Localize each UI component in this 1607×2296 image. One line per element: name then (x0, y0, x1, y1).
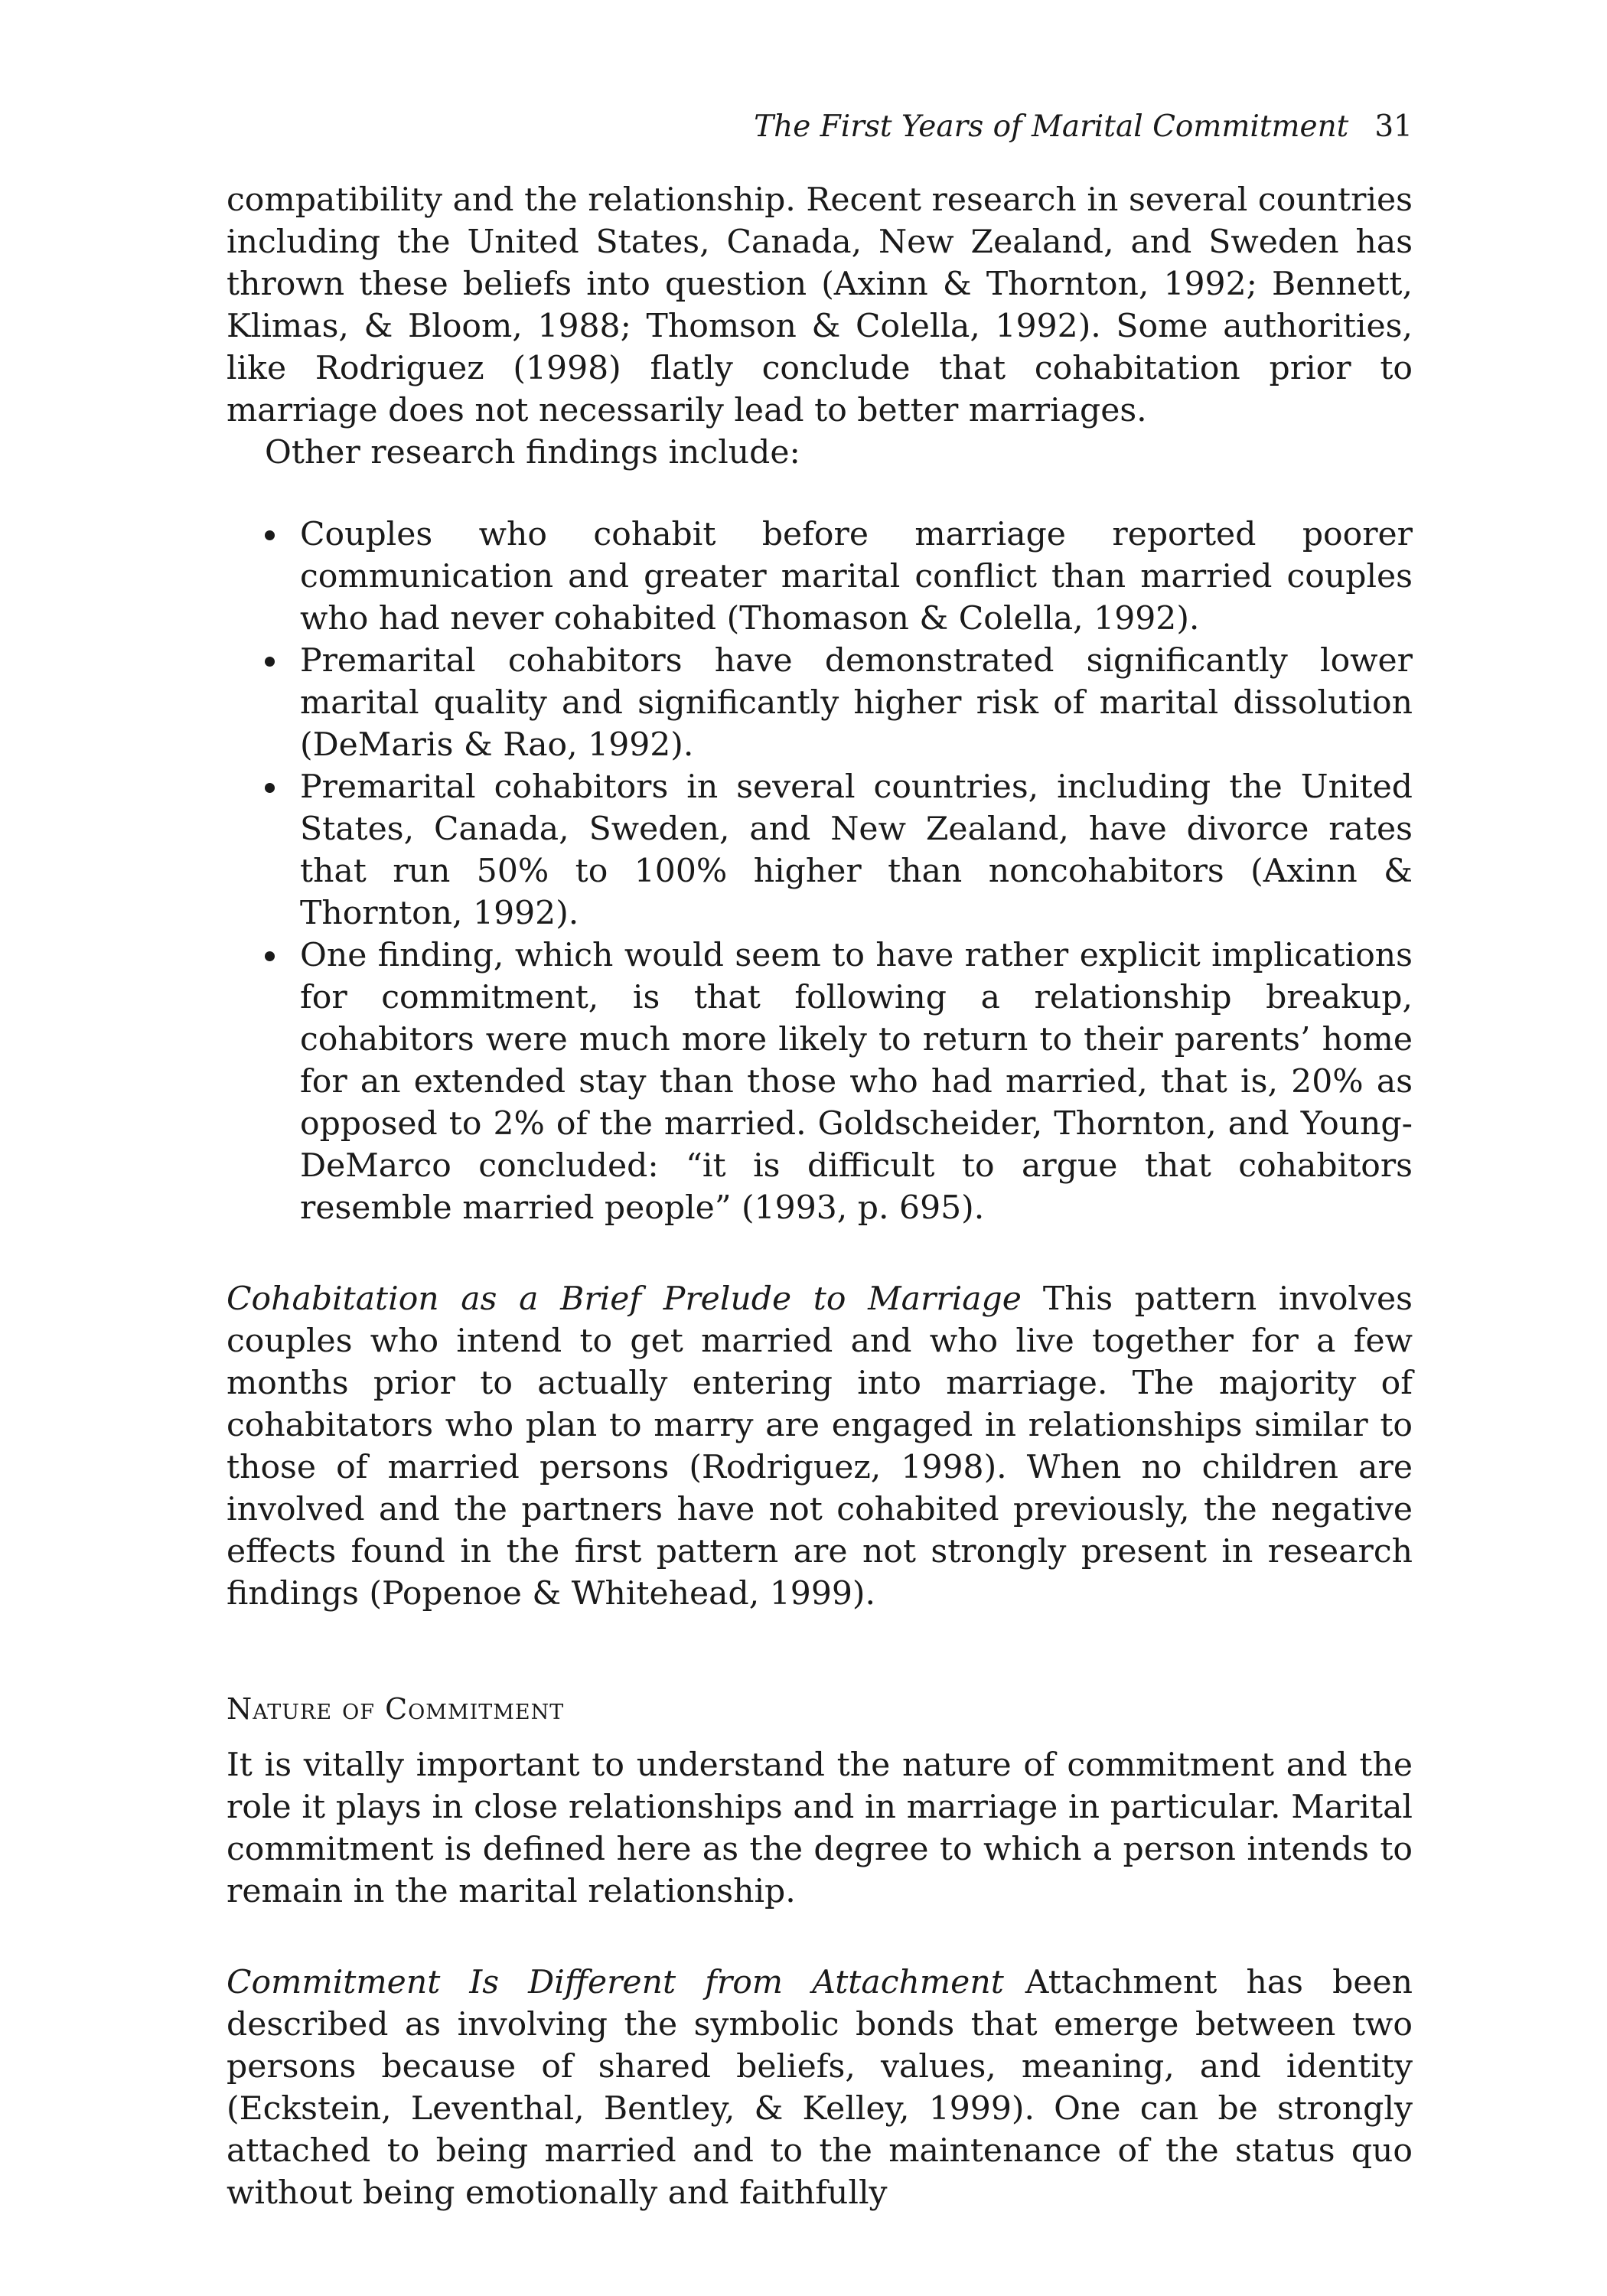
list-item-text: Premarital cohabitors in several countries, including the United States, Canada, Sweden, and New Zealand, have divorce rates that run 50% to 100% higher than noncohabitors (Axinn & Thornton, 1992). (300, 768, 1413, 932)
list-item-text: One finding, which would seem to have rather explicit implications for commitment, is that following a relationship breakup, cohabitors were much more likely to return to their parents’ home for an extended stay than those who had married, that is, 20% as opposed to 2% of the married. Goldscheider, Thornton, and Young-DeMarco concluded: “it is difficult to argue that cohabitors resemble married people” (1993, p. 695). (300, 937, 1413, 1227)
bullet-icon (265, 783, 275, 793)
subhead-attachment: Commitment Is Different from Attachment (227, 1964, 1004, 2001)
subhead-prelude: Cohabitation as a Brief Prelude to Marriage (227, 1280, 1022, 1318)
list-item-text: Couples who cohabit before marriage reported poorer communication and greater marital conflict than married couples who had never cohabited (Thomason & Colella, 1992). (300, 516, 1413, 638)
list-item (300, 514, 1413, 640)
paragraph-prelude (227, 1278, 1413, 1615)
list-item-text: Premarital cohabitors have demonstrated significantly lower marital quality and significantly higher risk of marital dissolution (DeMaris & Rao, 1992). (300, 642, 1413, 764)
list-item (300, 640, 1413, 766)
book-page (227, 0, 1413, 2296)
list-item (300, 766, 1413, 934)
findings-list (227, 514, 1413, 1229)
section-heading-nature: Nature of Commitment (227, 1692, 565, 1726)
bullet-icon (265, 951, 275, 961)
page-number: 31 (1374, 109, 1413, 144)
prelude-text: This pattern involves couples who intend to get married and who live together for a few months prior to actually entering into marriage. The majority of cohabitators who plan to marry are engaged in relationships similar to those of married persons (Rodriguez, 1998). When no children are involved and the partners have not cohabited previously, the negative effects found in the first pattern are not strongly present in research findings (Popenoe & Whitehead, 1999). (227, 1280, 1413, 1613)
running-head-title: The First Years of Marital Commitment (754, 109, 1349, 144)
body-text (227, 179, 1413, 2214)
attachment-text: Attachment has been described as involving the symbolic bonds that emerge between two persons because of shared beliefs, values, meaning, and identity (Eckstein, Leventhal, Bentley, & Kelley, 1999). One can be strongly attached to being married and to the maintenance of the status quo without being emotionally and faithfully (227, 1964, 1413, 2212)
paragraph-nature: It is vitally important to understand the nature of commitment and the role it plays in close relationships and in marriage in particular. Marital commitment is defined here as the degree to which a person intends to remain in the marital relationship. (227, 1746, 1413, 1910)
bullet-icon (265, 657, 275, 667)
bullet-icon (265, 530, 275, 540)
paragraph-continuation: compatibility and the relationship. Recent research in several countries including the United States, Canada, New Zealand, and Sweden has thrown these beliefs into question (Axinn & Thornton, 1992; Bennett, Klimas, & Bloom, 1988; Thomson & Colella, 1992). Some authorities, like Rodriguez (1998) flatly conclude that cohabitation prior to marriage does not necessarily lead to better marriages. (227, 181, 1413, 429)
running-head (227, 107, 1413, 147)
paragraph-attachment (227, 1962, 1413, 2214)
paragraph-intro-findings: Other research findings include: (265, 434, 800, 471)
list-item (300, 934, 1413, 1229)
